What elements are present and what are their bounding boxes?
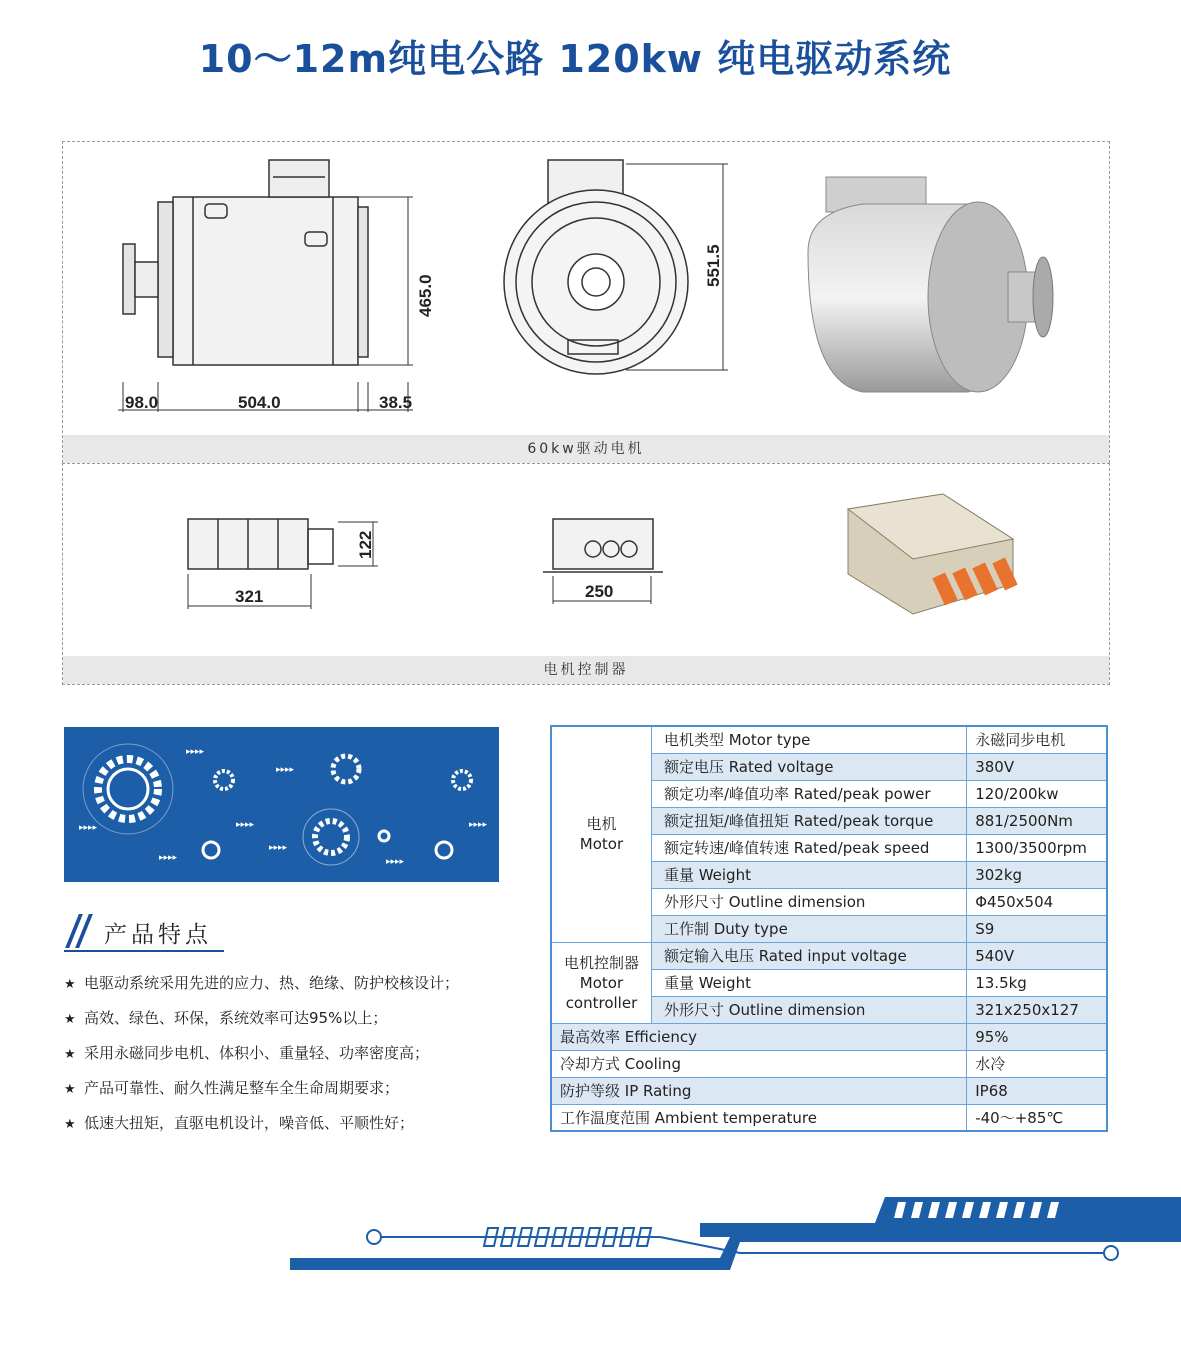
value-cell: 380V [967, 753, 1107, 780]
feature-text: 高效、绿色、环保，系统效率可达95%以上； [84, 1009, 388, 1027]
motor-front-view [504, 160, 728, 374]
param-cell: 额定功率/峰值功率 Rated/peak power [651, 780, 966, 807]
controller-caption: 电机控制器 [63, 656, 1109, 684]
param-cell: 防护等级 IP Rating [551, 1077, 967, 1104]
param-cell: 外形尺寸 Outline dimension [651, 888, 966, 915]
param-cell: 重量 Weight [651, 969, 966, 996]
value-cell: 13.5kg [967, 969, 1107, 996]
value-cell: 321x250x127 [967, 996, 1107, 1023]
dim-122: 122 [356, 530, 375, 559]
motor-caption: 60kw驱动电机 [63, 435, 1109, 463]
group-motor: 电机 Motor [551, 726, 651, 942]
param-cell: 冷却方式 Cooling [551, 1050, 967, 1077]
param-cell: 额定转速/峰值转速 Rated/peak speed [651, 834, 966, 861]
value-cell: 永磁同步电机 [967, 726, 1107, 753]
dim-465: 465.0 [416, 274, 435, 317]
dim-504: 504.0 [238, 393, 281, 412]
value-cell: 1300/3500rpm [967, 834, 1107, 861]
value-cell: IP68 [967, 1077, 1107, 1104]
list-item [64, 1005, 534, 1040]
motor-side-view [118, 160, 413, 412]
feature-text: 电驱动系统采用先进的应力、热、绝缘、防护校核设计； [84, 974, 460, 992]
dim-38: 38.5 [379, 393, 413, 412]
footer-decoration [0, 1180, 1181, 1290]
gear-banner-image [64, 727, 499, 882]
svg-text:▸▸▸▸: ▸▸▸▸ [186, 747, 205, 757]
param-cell: 最高效率 Efficiency [551, 1023, 967, 1050]
controller-drawings [63, 464, 1109, 658]
param-cell: 电机类型 Motor type [651, 726, 966, 753]
value-cell: 881/2500Nm [967, 807, 1107, 834]
feature-list [64, 970, 534, 1145]
value-cell: Φ450x504 [967, 888, 1107, 915]
value-cell: 302kg [967, 861, 1107, 888]
star-icon: ★ [64, 977, 76, 992]
param-cell: 额定输入电压 Rated input voltage [651, 942, 966, 969]
table-row [551, 726, 1107, 753]
spec-table [550, 725, 1108, 1132]
table-row [551, 1050, 1107, 1077]
page-title: 10～12m纯电公路 120kw 纯电驱动系统 [198, 37, 952, 81]
param-cell: 工作制 Duty type [651, 915, 966, 942]
svg-text:▸▸▸▸: ▸▸▸▸ [469, 820, 488, 830]
svg-text:▸▸▸▸: ▸▸▸▸ [236, 820, 255, 830]
svg-text:▸▸▸▸: ▸▸▸▸ [276, 765, 295, 775]
svg-text:▸▸▸▸: ▸▸▸▸ [159, 853, 178, 863]
dim-321: 321 [235, 587, 264, 606]
table-row [551, 942, 1107, 969]
list-item [64, 1040, 534, 1075]
star-icon: ★ [64, 1082, 76, 1097]
motor-drawing-panel [62, 141, 1110, 463]
param-cell: 额定电压 Rated voltage [651, 753, 966, 780]
param-cell: 额定扭矩/峰值扭矩 Rated/peak torque [651, 807, 966, 834]
value-cell: 540V [967, 942, 1107, 969]
feature-text: 采用永磁同步电机、体积小、重量轻、功率密度高； [84, 1044, 430, 1062]
motor-drawings [63, 142, 1109, 436]
feature-text: 产品可靠性、耐久性满足整车全生命周期要求； [84, 1079, 400, 1097]
svg-text:▸▸▸▸: ▸▸▸▸ [79, 823, 98, 833]
list-item [64, 1110, 534, 1145]
table-row [551, 1077, 1107, 1104]
list-item [64, 1075, 534, 1110]
svg-text:▸▸▸▸: ▸▸▸▸ [269, 843, 288, 853]
star-icon: ★ [64, 1047, 76, 1062]
dim-250: 250 [585, 582, 614, 601]
value-cell: 水冷 [967, 1050, 1107, 1077]
controller-drawing-panel [62, 463, 1110, 685]
group-controller: 电机控制器 Motor controller [551, 942, 651, 1023]
feature-text: 低速大扭矩，直驱电机设计，噪音低、平顺性好； [84, 1114, 415, 1132]
features-title: 产品特点 [104, 922, 212, 948]
star-icon: ★ [64, 1117, 76, 1132]
svg-text:▸▸▸▸: ▸▸▸▸ [386, 857, 405, 867]
controller-side-view [188, 519, 378, 609]
param-cell: 外形尺寸 Outline dimension [651, 996, 966, 1023]
value-cell: -40～+85℃ [967, 1104, 1107, 1131]
gear-icon [64, 727, 499, 882]
features-heading [64, 912, 224, 952]
param-cell: 重量 Weight [651, 861, 966, 888]
list-item [64, 970, 534, 1005]
dim-551: 551.5 [704, 244, 723, 287]
table-row [551, 1023, 1107, 1050]
param-cell: 工作温度范围 Ambient temperature [551, 1104, 967, 1131]
value-cell: 120/200kw [967, 780, 1107, 807]
controller-render-image [848, 494, 1018, 614]
value-cell: 95% [967, 1023, 1107, 1050]
motor-render-image [808, 177, 1053, 392]
value-cell: S9 [967, 915, 1107, 942]
star-icon: ★ [64, 1012, 76, 1027]
dim-98: 98.0 [125, 393, 159, 412]
table-row [551, 1104, 1107, 1131]
